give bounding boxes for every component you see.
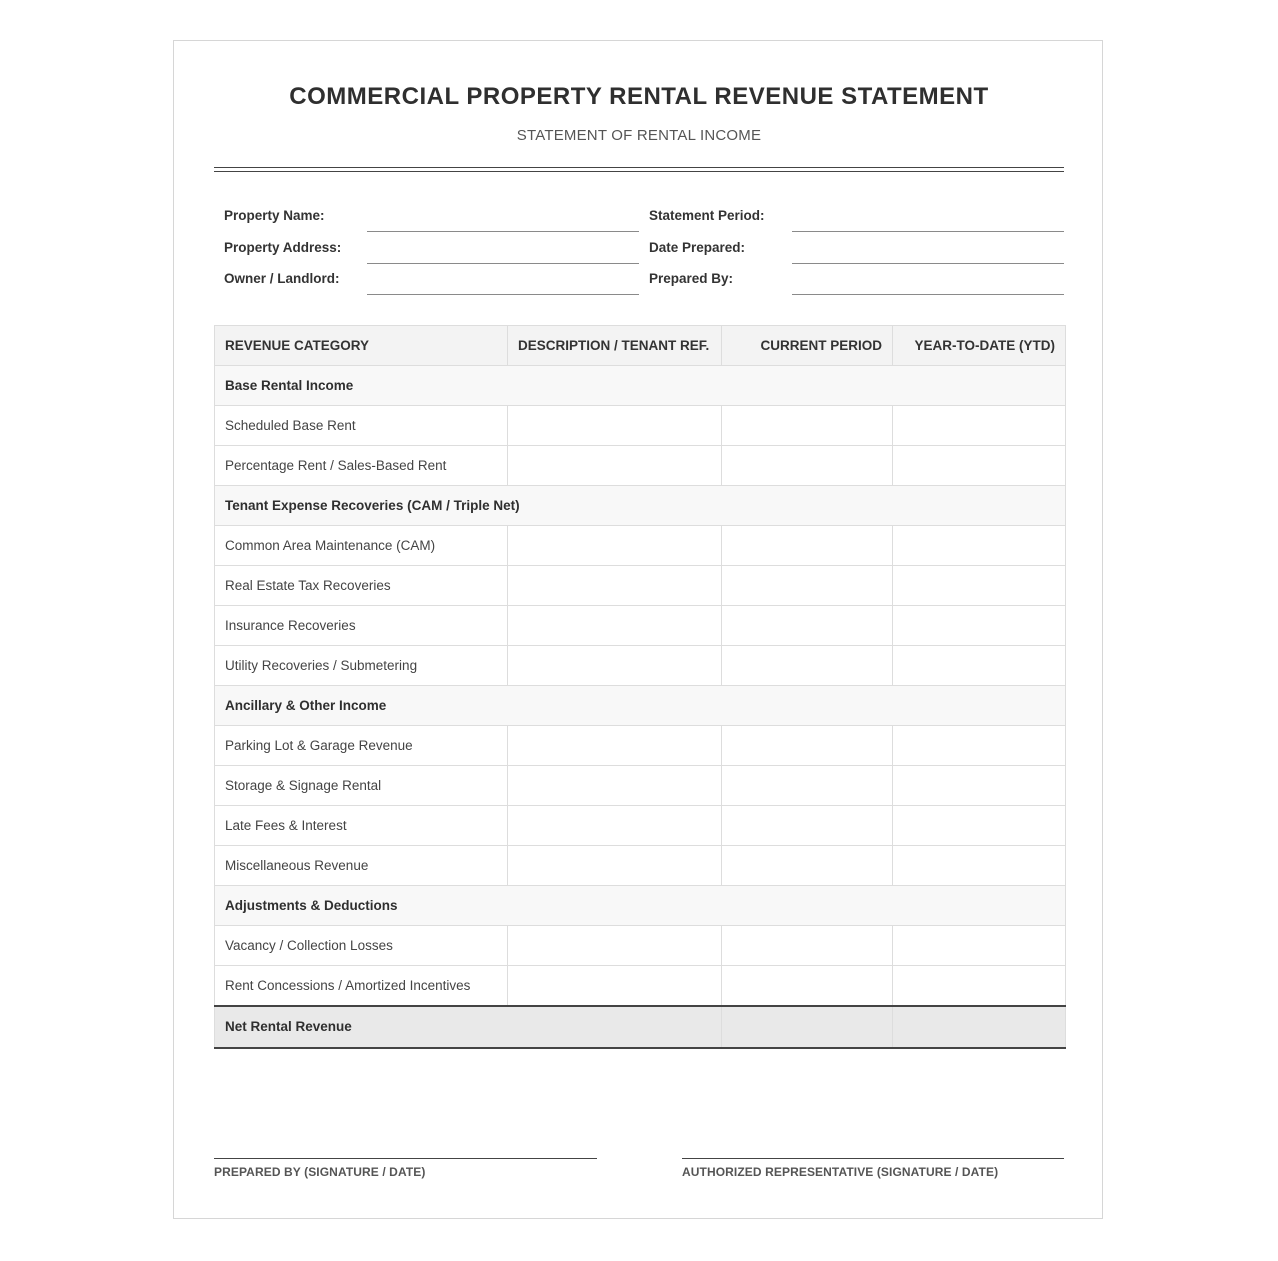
line-item-label: Utility Recoveries / Submetering [215,646,508,686]
current-period-cell[interactable] [722,806,893,846]
preparer-signature-label: PREPARED BY (SIGNATURE / DATE) [214,1165,426,1179]
line-item-label: Parking Lot & Garage Revenue [215,726,508,766]
representative-signature-label: AUTHORIZED REPRESENTATIVE (SIGNATURE / DATE) [682,1165,999,1179]
section-title: Base Rental Income [215,366,1066,406]
ytd-cell[interactable] [893,606,1066,646]
description-cell[interactable] [508,726,722,766]
line-item-label: Insurance Recoveries [215,606,508,646]
ytd-cell[interactable] [893,766,1066,806]
current-period-cell[interactable] [722,966,893,1006]
description-cell[interactable] [508,646,722,686]
description-cell[interactable] [508,606,722,646]
table-row [215,966,1066,1006]
preparer-signature-line[interactable] [214,1158,597,1159]
description-cell[interactable] [508,446,722,486]
column-header-category: REVENUE CATEGORY [215,326,508,366]
date-prepared-label: Date Prepared: [649,240,746,255]
section-row [215,686,1066,726]
table-row [215,646,1066,686]
representative-signature-block [682,1158,1064,1179]
column-header-current-period: CURRENT PERIOD [722,326,893,366]
owner-landlord-field[interactable] [367,294,639,295]
preparer-signature-block [214,1158,597,1179]
ytd-cell[interactable] [893,846,1066,886]
line-item-label: Percentage Rent / Sales-Based Rent [215,446,508,486]
prepared-by-field[interactable] [792,294,1064,295]
section-title: Adjustments & Deductions [215,886,1066,926]
line-item-label: Vacancy / Collection Losses [215,926,508,966]
current-period-cell[interactable] [722,846,893,886]
description-cell[interactable] [508,526,722,566]
current-period-cell[interactable] [722,526,893,566]
total-ytd-cell[interactable] [893,1006,1066,1048]
column-header-ytd: YEAR-TO-DATE (YTD) [893,326,1066,366]
statement-period-field[interactable] [792,231,1064,232]
description-cell[interactable] [508,566,722,606]
current-period-cell[interactable] [722,926,893,966]
statement-page [173,40,1103,1219]
description-cell[interactable] [508,926,722,966]
property-name-label: Property Name: [224,208,325,223]
total-current-period-cell[interactable] [722,1006,893,1048]
title-divider [214,167,1064,172]
description-cell[interactable] [508,846,722,886]
current-period-cell[interactable] [722,446,893,486]
table-row [215,526,1066,566]
ytd-cell[interactable] [893,566,1066,606]
table-row [215,726,1066,766]
line-item-label: Miscellaneous Revenue [215,846,508,886]
line-item-label: Storage & Signage Rental [215,766,508,806]
line-item-label: Common Area Maintenance (CAM) [215,526,508,566]
ytd-cell[interactable] [893,966,1066,1006]
section-row [215,366,1066,406]
description-cell[interactable] [508,966,722,1006]
description-cell[interactable] [508,406,722,446]
table-row [215,406,1066,446]
line-item-label: Scheduled Base Rent [215,406,508,446]
revenue-table [214,325,1066,1049]
document-title: COMMERCIAL PROPERTY RENTAL REVENUE STATEMENT [289,83,989,110]
ytd-cell[interactable] [893,926,1066,966]
ytd-cell[interactable] [893,526,1066,566]
representative-signature-line[interactable] [682,1158,1064,1159]
ytd-cell[interactable] [893,406,1066,446]
section-row [215,886,1066,926]
current-period-cell[interactable] [722,566,893,606]
ytd-cell[interactable] [893,446,1066,486]
table-row [215,766,1066,806]
description-cell[interactable] [508,806,722,846]
line-item-label: Rent Concessions / Amortized Incentives [215,966,508,1006]
column-header-description: DESCRIPTION / TENANT REF. [508,326,722,366]
ytd-cell[interactable] [893,646,1066,686]
table-row [215,926,1066,966]
table-row [215,566,1066,606]
section-row [215,486,1066,526]
meta-row [214,233,1064,265]
line-item-label: Real Estate Tax Recoveries [215,566,508,606]
current-period-cell[interactable] [722,406,893,446]
table-row [215,606,1066,646]
property-address-label: Property Address: [224,240,342,255]
table-header-row [215,326,1066,366]
table-row [215,806,1066,846]
owner-landlord-label: Owner / Landlord: [224,271,340,286]
total-label: Net Rental Revenue [215,1006,722,1048]
current-period-cell[interactable] [722,606,893,646]
current-period-cell[interactable] [722,766,893,806]
current-period-cell[interactable] [722,726,893,766]
line-item-label: Late Fees & Interest [215,806,508,846]
document-subtitle: STATEMENT OF RENTAL INCOME [516,127,762,144]
statement-period-label: Statement Period: [649,208,765,223]
section-title: Ancillary & Other Income [215,686,1066,726]
section-title: Tenant Expense Recoveries (CAM / Triple Net) [215,486,1066,526]
property-name-field[interactable] [367,231,639,232]
total-row [215,1006,1066,1048]
table-row [215,446,1066,486]
table-row [215,846,1066,886]
ytd-cell[interactable] [893,806,1066,846]
ytd-cell[interactable] [893,726,1066,766]
prepared-by-label: Prepared By: [649,271,734,286]
current-period-cell[interactable] [722,646,893,686]
description-cell[interactable] [508,766,722,806]
meta-row [214,264,1064,296]
meta-row [214,201,1064,233]
